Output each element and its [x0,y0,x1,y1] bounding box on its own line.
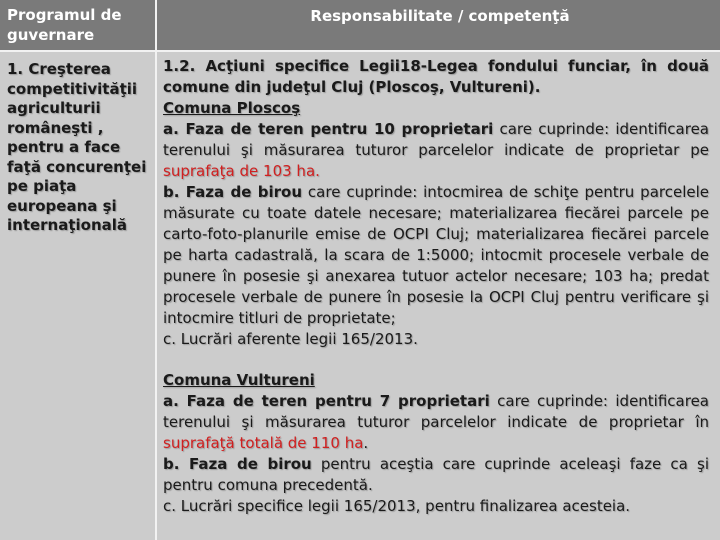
ploscos-a-text: care cuprinde: identificarea terenului şi măsurarea tuturor parcelelor indicate de proprietar pe [163,120,709,159]
row-divider [0,50,720,52]
vultureni-b-label: b. Faza de birou [163,455,312,473]
table-header [0,0,720,50]
vultureni-c: c. Lucrări specifice legii 165/2013, pentru finalizarea acesteia. [163,497,631,515]
vultureni-a-label: a. Faza de teren pentru 7 proprietari [163,392,490,410]
vultureni-a-end: . [363,434,369,452]
ploscos-office-phase [163,182,709,329]
ploscos-heading: Comuna Ploscoş [163,99,301,117]
ploscos-b-label: b. Faza de birou [163,183,303,201]
responsibility-cell [163,56,709,517]
ploscos-field-phase [163,119,709,182]
ploscos-c: c. Lucrări aferente legii 165/2013. [163,330,418,348]
column-divider [155,0,157,540]
vultureni-b-text: pentru aceştia care cuprinde aceleaşi faze ca şi pentru comuna precedentă. [163,455,709,494]
header-program: Programul de guvernare [7,6,122,44]
program-goal: 1. Creşterea competitivităţii agriculturii româneşti , pentru a face faţă concurenţei pe piaţa europeana şi internaţională [7,60,147,234]
vultureni-area: suprafaţă totală de 110 ha [163,434,364,452]
ploscos-b-text: care cuprinde: intocmirea de schiţe pentru parcelele măsurate cu toate datele necesare; materializarea fiecărei parcele pe carto-foto-planurile emise de OCPI Cluj; materializarea fiecărei parcele pe harta cadastrală, la scara de 1:5000; intocmit procesele verbale de punere în posesie şi anexarea tutuor actelor necesare; 103 ha; predat procesele verbale de punere în posesie la OCPI Cluj pentru verificare şi intocmire titluri de proprietate; [163,183,709,327]
action-title: 1.2. Acţiuni specifice Legii18-Legea fondului funciar, în două comune din judeţul Cluj (Ploscoş, Vultureni). [163,57,709,96]
ploscos-a-label: a. Faza de teren pentru 10 proprietari [163,120,494,138]
vultureni-a-text: care cuprinde: identificarea terenului şi măsurarea tuturor parcelelor indicate de proprietar în [163,392,709,431]
vultureni-heading: Comuna Vultureni [163,371,315,389]
ploscos-area: suprafaţa de 103 ha. [163,162,320,180]
vultureni-office-phase [163,454,709,496]
vultureni-field-phase [163,391,709,454]
header-responsibility: Responsabilitate / competenţă [310,7,570,25]
